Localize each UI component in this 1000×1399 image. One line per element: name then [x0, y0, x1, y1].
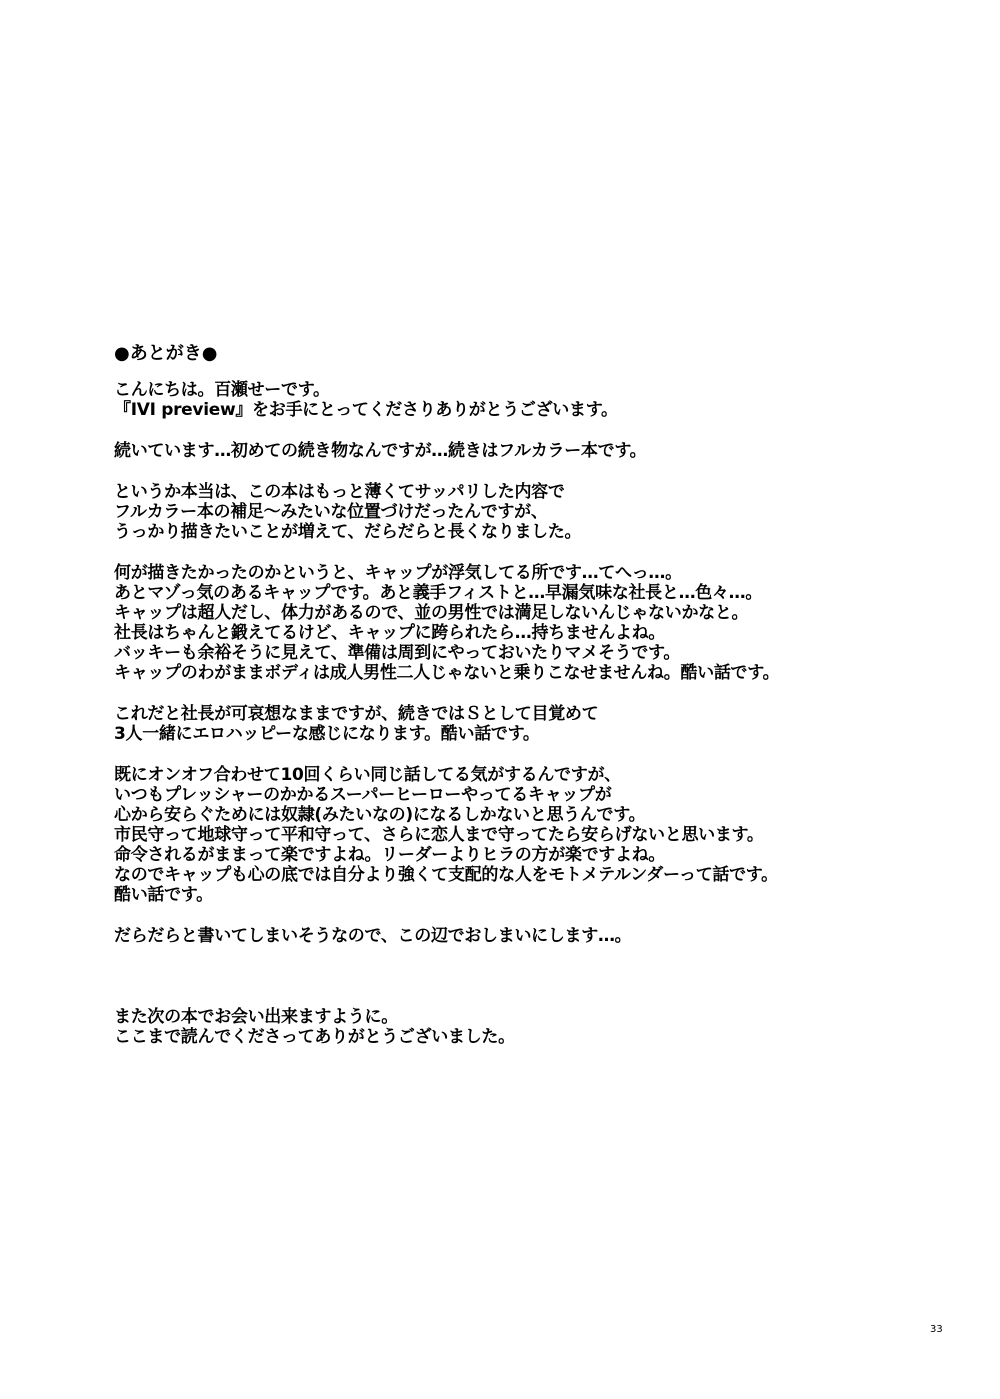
- text-line: 酷い話です。: [114, 885, 213, 905]
- paragraph-continuation: [114, 441, 874, 461]
- text-line: 何が描きたかったのかというと、キャップが浮気してる所です…てへっ…。: [114, 563, 682, 583]
- afterword-section: [114, 343, 874, 1068]
- paragraph-closing: [114, 926, 874, 946]
- text-line: 命令されるがままって楽ですよね。リーダーよりヒラの方が楽ですよね。: [114, 845, 666, 865]
- text-line: 続いています…初めての続き物なんですが…続きはフルカラー本です。: [114, 441, 647, 461]
- text-line: フルカラー本の補足～みたいな位置づけだったんですが、: [114, 502, 548, 522]
- text-line: なのでキャップも心の底では自分より強くて支配的な人をモトメテルンダーって話です。: [114, 865, 778, 885]
- text-line: こんにちは。百瀬せーです。: [114, 380, 330, 400]
- text-line: 心から安らぐためには奴隷(みたいなの)になるしかないと思うんです。: [114, 805, 646, 825]
- text-line: だらだらと書いてしまいそうなので、この辺でおしまいにします…。: [114, 926, 632, 946]
- text-line: 『IVI preview』をお手にとってくださりありがとうございます。: [114, 400, 618, 420]
- text-line: これだと社長が可哀想なままですが、続きではＳとして目覚めて: [114, 704, 599, 724]
- text-line: ここまで読んでくださってありがとうございました。: [114, 1027, 515, 1047]
- text-line: キャップは超人だし、体力があるので、並の男性では満足しないんじゃないかなと。: [114, 603, 749, 623]
- text-line: また次の本でお会い出来ますように。: [114, 1007, 398, 1027]
- text-line: キャップのわがままボディは成人男性二人じゃないと乗りこなせませんね。酷い話です。: [114, 663, 780, 683]
- text-line: うっかり描きたいことが増えて、だらだらと長くなりました。: [114, 522, 582, 542]
- text-line: バッキーも余裕そうに見えて、準備は周到にやっておいたりマメそうです。: [114, 643, 681, 663]
- text-line: 市民守って地球守って平和守って、さらに恋人まで守ってたら安らげないと思います。: [114, 825, 764, 845]
- paragraph-theme: [114, 765, 874, 905]
- paragraph-content: [114, 563, 874, 683]
- afterword-heading: ●あとがき●: [114, 343, 218, 364]
- page-number: 33: [930, 1324, 943, 1335]
- paragraph-greeting: [114, 380, 874, 420]
- paragraph-sequel: [114, 704, 874, 744]
- paragraph-background: [114, 482, 874, 542]
- paragraph-farewell: [114, 1007, 874, 1047]
- text-line: あとマゾっ気のあるキャップです。あと義手フィストと…早漏気味な社長と…色々…。: [114, 583, 763, 603]
- text-line: 3人一緒にエロハッピーな感じになります。酷い話です。: [114, 724, 540, 744]
- text-line: というか本当は、この本はもっと薄くてサッパリした内容で: [114, 482, 565, 502]
- text-line: 既にオンオフ合わせて10回くらい同じ話してる気がするんですが、: [114, 765, 621, 785]
- text-line: 社長はちゃんと鍛えてるけど、キャップに跨られたら…持ちませんよね。: [114, 623, 666, 643]
- text-line: いつもプレッシャーのかかるスーパーヒーローやってるキャップが: [114, 785, 612, 805]
